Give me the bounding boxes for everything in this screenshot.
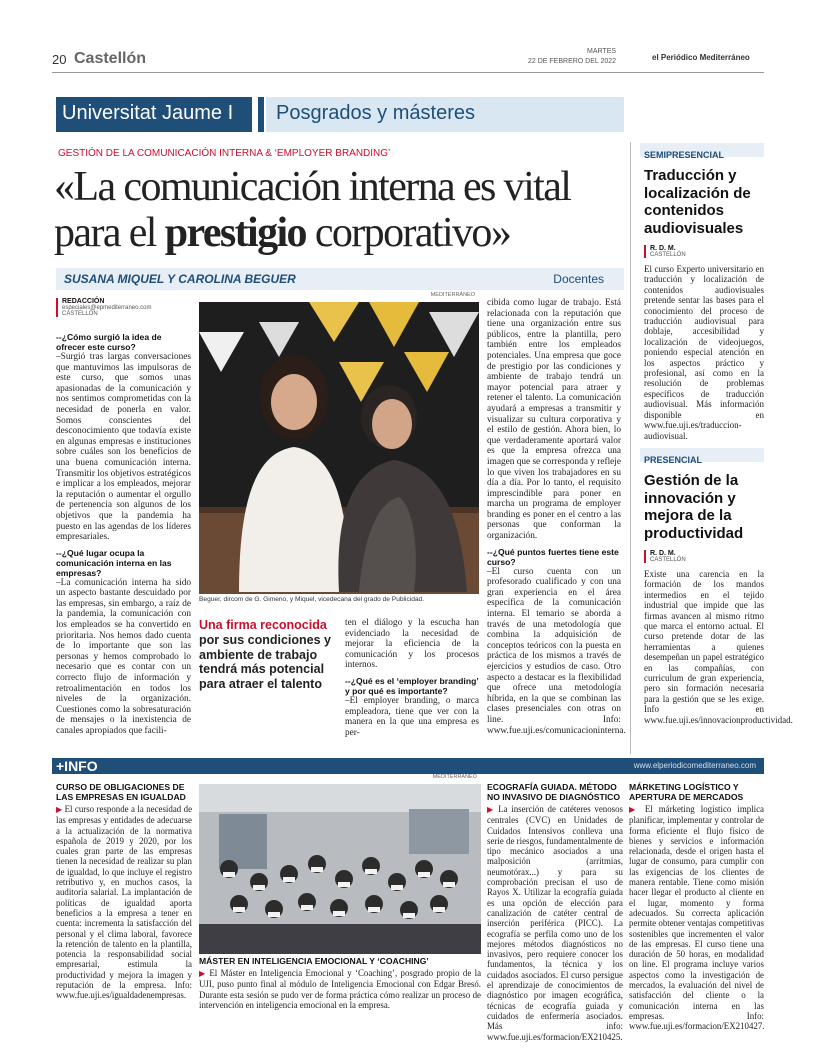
sidebar-2-title: Gestión de la innovación y mejora de la productividad xyxy=(644,472,744,542)
byline-city: CASTELLÓN xyxy=(62,311,98,317)
sidebar-2-byline xyxy=(644,550,764,563)
kicker: GESTIÓN DE LA COMUNICACIÓN INTERNA & ‘EMPLOYER BRANDING’ xyxy=(58,148,391,159)
info-col-1 xyxy=(56,782,192,1001)
info-1-body: El curso responde a la necesidad de las empresas y entidades de adecuarse a la actualización de la normativa española de 2019 y 2020, por los cuales gran parte de las empresas tienen la necesidad de realizar su plan de igualdad, lo que incluye el registro retributivo y, en muchos casos, la auditoría salarial. La implantación de políticas de igualdad aporta beneficios a la empresa a tener en cuenta: incrementa la satisfacción del personal y el clima laboral, favorece la retención de talento en la plantilla, potencia la responsabilidad social empresarial, estimula la productividad y mejora la imagen y reputación de la empresa. Info: www.fue.uji.es/igualdadenempresas. xyxy=(56,804,193,1001)
info-photo xyxy=(199,774,481,954)
column-2-bottom xyxy=(345,618,479,738)
info-1-text xyxy=(56,804,192,1001)
photo-illustration xyxy=(199,302,479,594)
page-header xyxy=(52,48,764,70)
byline-email: especiales@epmediterraneo.com xyxy=(62,305,152,311)
headline-part-end: corporativo» xyxy=(305,210,511,256)
info-4-text xyxy=(629,804,764,1032)
sidebar-1 xyxy=(640,143,764,441)
answer-2-cont: ten el diálogo y la escucha han evidenciado la necesidad de mejorar la eficiencia de la comunicación y los procesos internos. xyxy=(345,618,479,671)
info-col-2-text xyxy=(199,956,481,1010)
answer-3: –El employer branding, o marca empleadora, tiene que ver con la manera en la que una empresa es per- xyxy=(345,695,479,738)
sidebar-1-title: Traducción y localización de contenidos audiovisuales xyxy=(644,167,751,237)
answer-4: –El curso cuenta con un profesorado cualificado y con una gran experiencia en el área específica de la comunicación interna. El temario se aborda a través de una metodología que combina la adquisición de conceptos teóricos con la puesta en práctica de los mismos a través de ejercicios y estudios de caso. Otro aspecto a destacar es la flexibilidad que ofrece una metodología híbrida, en la que se combinan las clases presenciales con otras on line. Info: www.fue.uji.es/comunicacioninterna. xyxy=(487,566,626,736)
banner-university: Universitat Jaume I xyxy=(62,102,234,124)
header-day: MARTES xyxy=(587,48,617,55)
info-1-title: CURSO DE OBLIGACIONES DE LAS EMPRESAS EN IGUALDAD xyxy=(56,782,186,802)
sidebar-2-text: Existe una carencia en la formación de los mandos intermedios en el tejido industrial que impide que las firmas avancen al mismo ritmo que marca el entorno actual. El curso pretende dotar de las herramientas a quienes desempeñan un papel estratégico en las compañías, con curriculum de gran experiencia, pero sin formación necesaria para la gestión que se les exige. Info en www.fue.uji.es/innovacionproductividad. xyxy=(644,569,793,725)
photo-caption: Beguer, dircom de G. Gimeno, y Miquel, vicedecana del grado de Publicidad. xyxy=(199,596,425,603)
sidebar-1-byline xyxy=(644,245,764,258)
question-2: --¿Qué lugar ocupa la comunicación interna en las empresas? xyxy=(56,547,172,578)
pull-quote-text: por sus condiciones y ambiente de trabajo tendrá más potencial para atraer el talento xyxy=(199,632,331,692)
info-col-4 xyxy=(629,782,764,1032)
info-3-body: La inserción de catéteres venosos centrales (CVC) en Unidades de Cuidados Intensivos conlleva una serie de riesgos, fundamentalmente de tipo mecánico asociados a una malposición (arritmias, neumotórax...) y para su comprobación precisan el uso de Rayos X. Utilizar la ecografía guiada es una opción de elección para canalización de catéter central de inserción periférica (PICC). La ecografía se perfila como uno de los mejores métodos diagnósticos no invasivos, pero requiere conocer los fundamentos, la técnica y los cuidados asociados. El curso persigue el aprendizaje de conocimientos de diagnóstico por imagen ecográfica, técnicas de ecografía guiada y cuidados de enfermería asociados. Más info: www.fue.uji.es/formacion/EX210425. xyxy=(487,804,624,1042)
answer-3-cont: cibida como lugar de trabajo. Está relacionada con la reputación que tiene una organización entre sus públicos, entre la plantilla, pero también entre los empleados potenciales. Una empresa que goce de prestigio por las condiciones y ambiente de trabajo tendrá un mayor potencial para atraer y retener el talento. La comunicación ayudará a empresas a transmitir y visualizar su cultura corporativa y el estilo de gestión. Ahora bien, lo que verdaderamente aportará valor es que la empresa ofrezca una imagen que se corresponda y refleje lo que viven los trabajadores en su día a día. Por lo tanto, el requisito imprescindible para poner en marcha un programa de employer branding es poner en el centro a las personas que conforman la organización. xyxy=(487,298,621,542)
authors-bar xyxy=(56,268,624,290)
column-3 xyxy=(487,298,626,736)
answer-1: –Surgió tras largas conversaciones que mantuvimos las impulsoras de este curso, que somos unas apasionadas de la comunicación y nos sentimos comprometidas con la necesidad de ponerla en valor. Somos conscientes del desconocimiento que todavía existe en algunas empresas e instituciones sobre cuáles son los beneficios de una buena comunicación interna. Transmitir los objetivos estratégicos e implicar a los empleados, mejorar la reputación o aumentar el orgullo de pertenencia son algunos de los objetivos que la pandemia ha puesto en las agendas de los líderes empresariales. xyxy=(56,352,191,543)
info-3-title: ECOGRAFÍA GUIADA. MÉTODO NO INVASIVO DE DIAGNÓSTICO xyxy=(487,782,621,802)
sidebar-1-text: El curso Experto universitario en traducción y localización de contenidos audiovisuales pretende sentar las bases para el conocimiento del proceso de traducción audiovisual para doblaje, accesibilidad y localización de videojuegos, poniendo especial atención en los aspectos práctico y profesional, así como en la resolución de problemas específicos de traducción audiovisual. Más información disponible en www.fue.uji.es/traduccion-audiovisual. xyxy=(644,264,764,441)
headline-part: para el xyxy=(54,210,165,256)
sidebar-1-city: CASTELLÓN xyxy=(650,252,686,258)
sidebar-1-tag: SEMIPRESENCIAL xyxy=(644,150,725,160)
byline-name: REDACCIÓN xyxy=(62,298,105,305)
sidebar-1-author: R. D. M. xyxy=(650,245,676,252)
question-1: --¿Cómo surgió la idea de ofrecer este curso? xyxy=(56,332,162,352)
info-2-body: El Máster en Inteligencia Emocional y ‘Coaching’, posgrado propio de la UJI, puso punto final al módulo de Inteligencia Emocional con Edgar Bresó. Durante esta sesión se pudo ver de forma práctica cómo realizar un proceso de intervención en inteligencia emocional en la empresa. xyxy=(199,968,482,1010)
authors: SUSANA MIQUEL Y CAROLINA BEGUER xyxy=(64,272,296,286)
byline xyxy=(56,298,151,317)
headline-line-2 xyxy=(54,210,624,256)
banner-section: Posgrados y másteres xyxy=(276,102,475,124)
page-number: 20 xyxy=(52,52,67,67)
photo-credit: MEDITERRÁNEO xyxy=(430,292,475,298)
bullet-icon: ▶ xyxy=(487,805,499,814)
info-bar xyxy=(52,758,764,774)
pull-quote-red: Una firma reconocida xyxy=(199,618,327,632)
sidebar-1-tag-bar xyxy=(640,143,764,160)
authors-role: Docentes xyxy=(553,272,604,286)
answer-2: –La comunicación interna ha sido un aspecto bastante descuidado por las empresas, sin embargo, a raíz de la pandemia, la comunicación con los empleados se ha convertido en prioritaria. Nos hemos dado cuenta de lo importante que son las personas y hemos comprobado lo necesario que es contar con un correcto flujo de información y retroalimentación en todos los niveles de la organización. Cuestiones como la sobresaturación de mensajes o la inexistencia de canales apropiados que facili- xyxy=(56,577,191,736)
question-3: --¿Qué es el ‘employer branding’ y por qué es importante? xyxy=(345,675,479,696)
sidebar-2-city: CASTELLÓN xyxy=(650,557,686,563)
info-url[interactable]: www.elperiodicomediterraneo.com xyxy=(633,761,756,770)
question-4: --¿Qué puntos fuertes tiene este curso? xyxy=(487,546,619,567)
header-rule xyxy=(52,72,764,73)
sidebar-divider xyxy=(630,142,631,754)
info-2-title: MÁSTER EN INTELIGENCIA EMOCIONAL Y ‘COACHING’ xyxy=(199,956,429,966)
info-3-text xyxy=(487,804,623,1042)
bullet-icon: ▶ xyxy=(199,969,210,978)
newspaper-name: el Periódico Mediterráneo xyxy=(652,53,750,62)
info-photo-credit: MEDITERRÁNEO xyxy=(432,774,477,780)
header-date: 22 DE FEBRERO DEL 2022 xyxy=(528,58,617,65)
pull-quote xyxy=(199,618,339,692)
info-4-body: El márketing logístico implica planificar, implementar y controlar de forma eficiente el flujo físico de bienes y servicios e información relacionada, desde el origen hasta el lugar de consumo, para cumplir con las exigencias de los clientes de manera rentable. Tiene como misión hacer llegar el producto al cliente en el lugar, momento y forma adecuados. Su correcta aplicación permite obtener ventajas competitivas sostenibles que incrementen el valor de las empresas. El curso tiene una duración de 50 horas, en modalidad on line. El programa incluye varios aspectos como la investigación de mercados, la evaluación del nivel de satisfacción del cliente o la comunicación interna en las empresas. Info: www.fue.uji.es/formacion/EX210427. xyxy=(629,804,765,1032)
main-photo xyxy=(199,292,479,594)
banner-left xyxy=(56,97,252,132)
group-photo-illustration xyxy=(199,784,481,954)
bullet-icon: ▶ xyxy=(56,805,65,814)
section-name: Castellón xyxy=(74,50,147,67)
sidebar-2-tag-bar xyxy=(640,448,764,465)
sidebar-2-author: R. D. M. xyxy=(650,550,676,557)
column-1 xyxy=(56,332,191,737)
info-label: +INFO xyxy=(56,758,98,774)
headline-line-1: «La comunicación interna es vital xyxy=(54,164,571,210)
info-4-title: MÁRKETING LOGÍSTICO Y APERTURA DE MERCADOS xyxy=(629,782,744,802)
info-col-3 xyxy=(487,782,623,1042)
headline xyxy=(54,164,624,256)
info-2-text xyxy=(199,968,481,1010)
headline-bold: prestigio xyxy=(164,210,306,256)
sidebar-2-tag: PRESENCIAL xyxy=(644,455,703,465)
banner-separator xyxy=(258,97,264,132)
banner-right xyxy=(266,97,624,132)
bullet-icon: ▶ xyxy=(629,805,645,814)
sidebar-2 xyxy=(640,448,793,725)
